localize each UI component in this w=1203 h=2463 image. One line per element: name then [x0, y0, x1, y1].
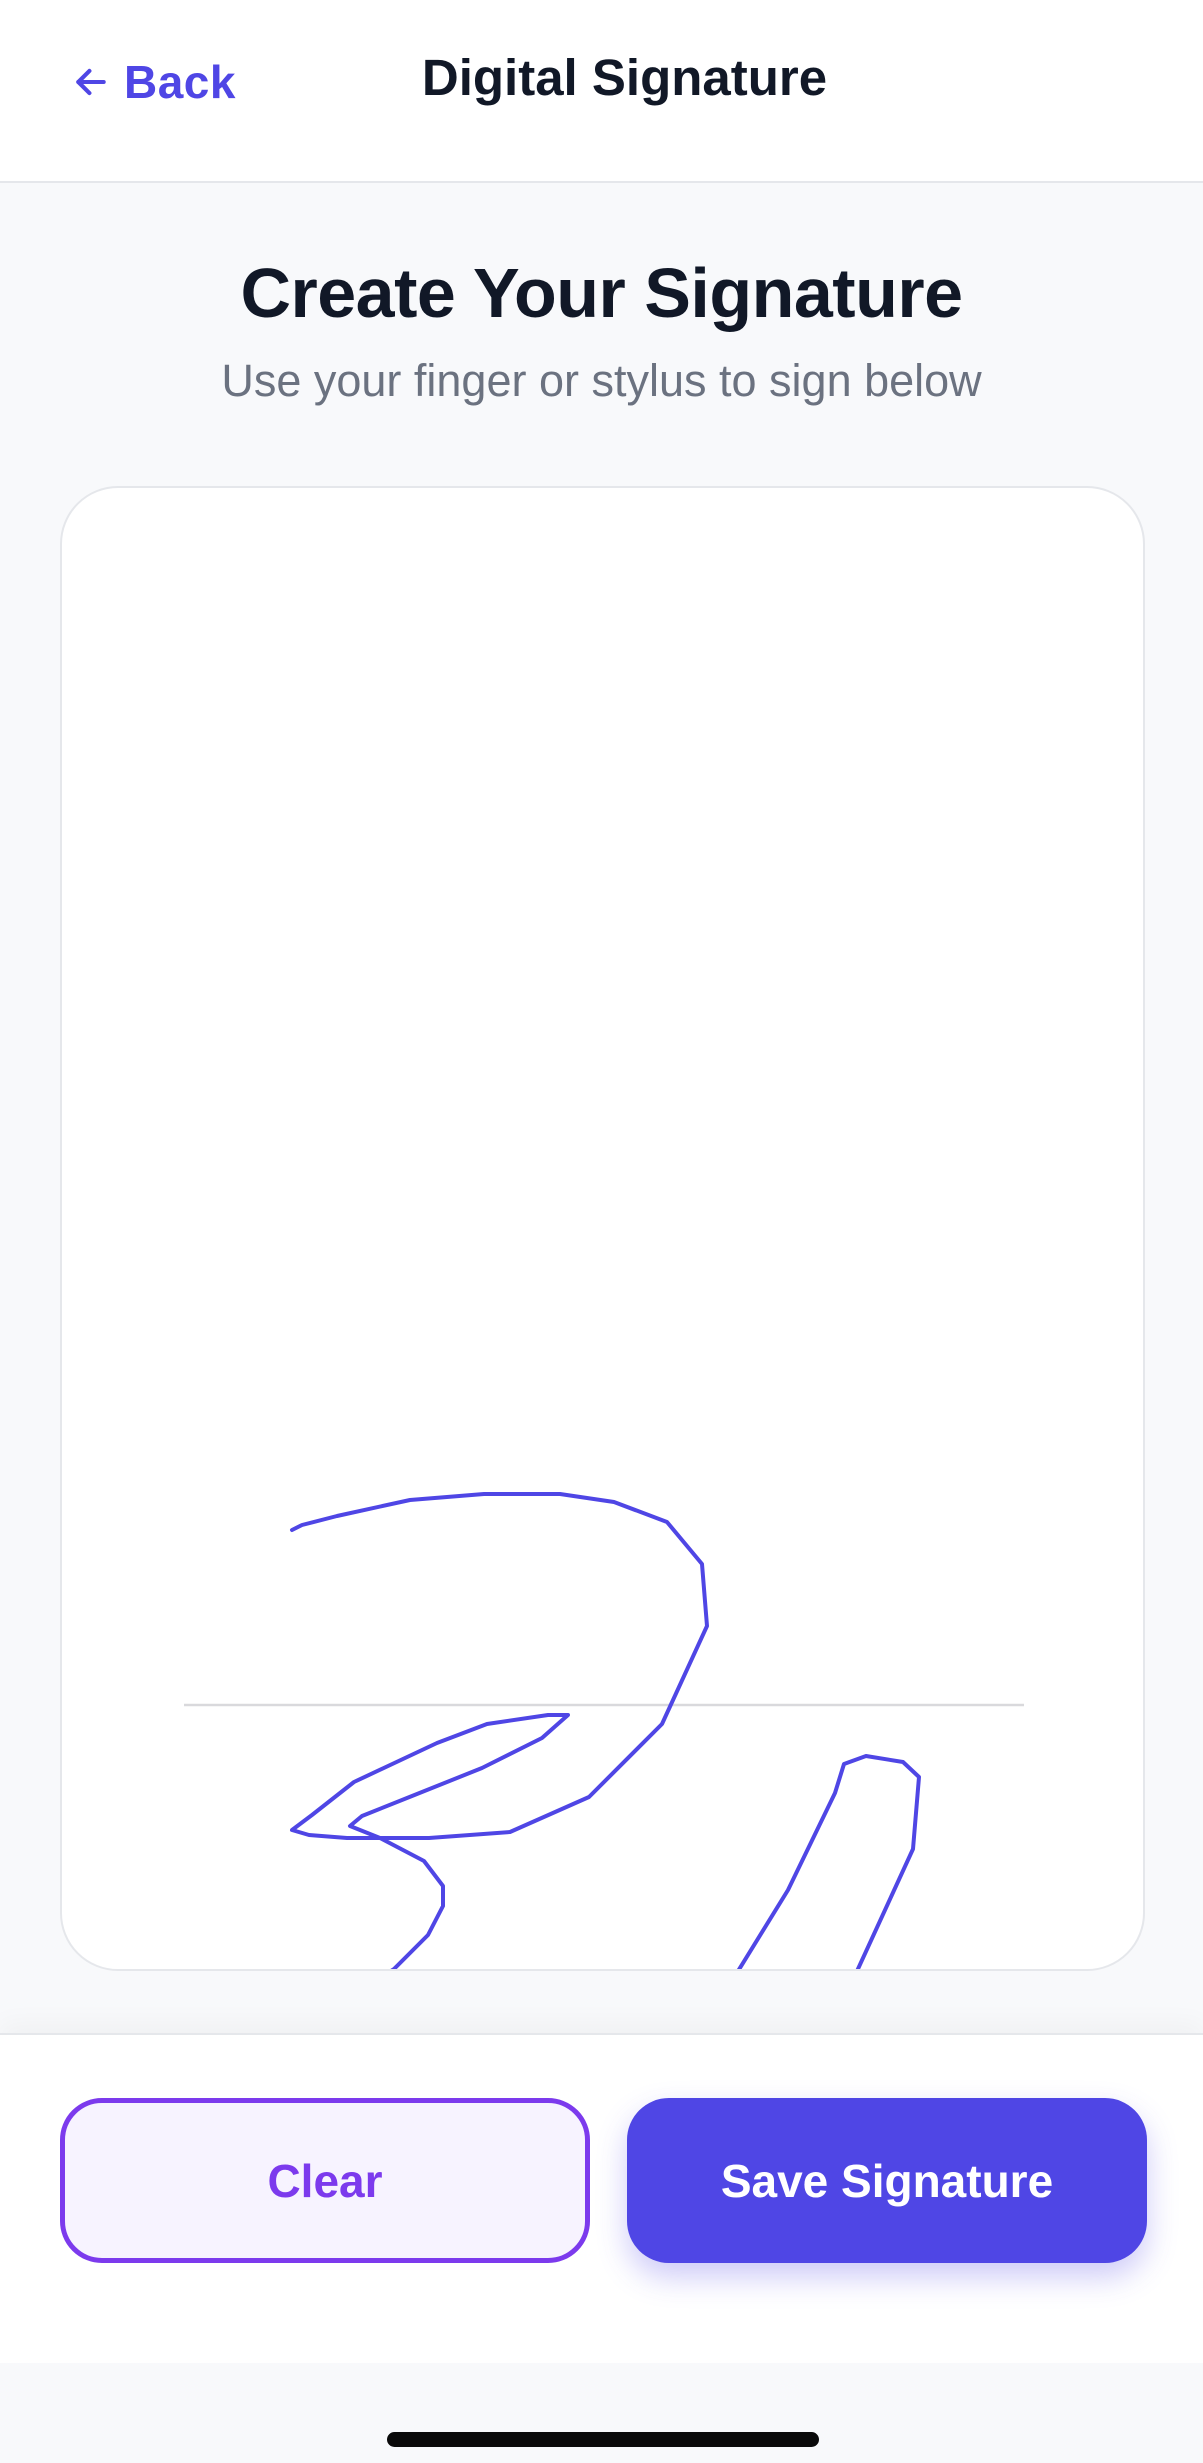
top-nav-bar: [0, 0, 1203, 183]
section-title: Create Your Signature: [240, 254, 963, 332]
signature-screen: [0, 183, 1203, 2033]
back-label: Back: [124, 56, 236, 108]
clear-button[interactable]: Clear: [60, 2098, 590, 2263]
signature-stroke: [292, 1494, 919, 1971]
section-subtitle: Use your finger or stylus to sign below: [221, 355, 982, 406]
save-signature-button[interactable]: Save Signature: [627, 2098, 1147, 2263]
signature-pad[interactable]: [60, 486, 1145, 1971]
home-indicator[interactable]: [387, 2432, 819, 2447]
home-indicator-area: [0, 2363, 1203, 2463]
signature-canvas[interactable]: [62, 488, 1145, 1971]
page-title: Digital Signature: [421, 49, 828, 106]
action-footer: [0, 2033, 1203, 2363]
